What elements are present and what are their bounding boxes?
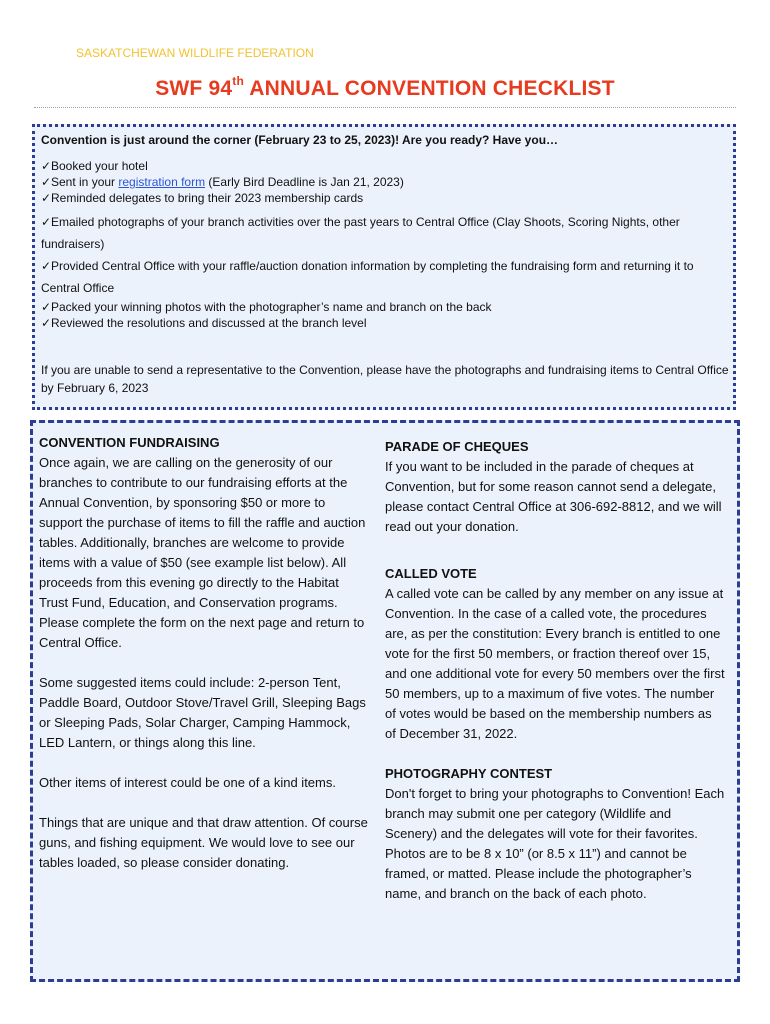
info-column xyxy=(385,437,725,904)
registration-form-link[interactable]: registration form xyxy=(118,175,206,189)
unique-items-paragraph: Things that are unique and that draw attention. Of course guns, and fishing equipment. We would love to see our tables loaded, so please consider donating. xyxy=(39,815,368,870)
checklist-item-text: Reviewed the resolutions and discussed at the branch level xyxy=(51,316,367,330)
check-icon: ✓ xyxy=(41,215,52,229)
called-vote-heading: CALLED VOTE xyxy=(385,566,477,581)
registration-deadline: (Early Bird Deadline is Jan 21, 2023) xyxy=(205,175,404,189)
check-icon: ✓ xyxy=(41,316,52,330)
checklist-item-text: Reminded delegates to bring their 2023 membership cards xyxy=(51,191,364,205)
checklist-item-text: Emailed photographs of your branch activities over the past years to Central Office (Clay Shoots, Scoring Nights, other fundraisers) xyxy=(41,215,680,251)
checklist-item xyxy=(41,299,733,315)
information-box xyxy=(30,420,740,982)
parade-paragraph: If you want to be included in the parade of cheques at Convention, but for some reason cannot send a delegate, please contact Central Office at 306-692-8812, and we will read out your donation. xyxy=(385,459,722,534)
title-superscript: th xyxy=(232,74,244,88)
checklist-item xyxy=(41,174,733,190)
checklist-item-text: Packed your winning photos with the photographer’s name and branch on the back xyxy=(51,300,492,314)
photography-paragraph: Don't forget to bring your photographs to Convention! Each branch may submit one per category (Wildlife and Scenery) and the delegates will vote for their favorites. Photos are to be 8 x 10” (or 8.5 x 11”) and cannot be framed, or matted. Please include the photographer’s name, and branch on the back of each photo. xyxy=(385,786,725,901)
parade-heading: PARADE OF CHEQUES xyxy=(385,439,529,454)
other-items-paragraph: Other items of interest could be one of a kind items. xyxy=(39,775,336,790)
organization-name: SASKATCHEWAN WILDLIFE FEDERATION xyxy=(76,46,314,60)
check-icon: ✓ xyxy=(41,259,52,273)
suggested-items-paragraph: Some suggested items could include: 2-person Tent, Paddle Board, Outdoor Stove/Travel Grill, Sleeping Bags or Sleeping Pads, Solar Charger, Camping Hammock, LED Lantern, or things along this line. xyxy=(39,675,366,750)
check-icon: ✓ xyxy=(41,175,52,189)
title-suffix: ANNUAL CONVENTION CHECKLIST xyxy=(244,77,615,100)
checklist-item xyxy=(41,158,733,174)
fundraising-heading: CONVENTION FUNDRAISING xyxy=(39,435,220,450)
checklist-note: If you are unable to send a representative to the Convention, please have the photographs and fundraising items to Central Office by February 6, 2023 xyxy=(41,363,729,395)
checklist-item xyxy=(41,211,733,255)
fundraising-column xyxy=(39,433,369,873)
checklist-box xyxy=(32,124,736,410)
title-prefix: SWF 94 xyxy=(155,77,233,100)
photography-heading: PHOTOGRAPHY CONTEST xyxy=(385,766,553,781)
check-icon: ✓ xyxy=(41,159,52,173)
title-divider xyxy=(34,107,736,108)
page-title xyxy=(0,76,770,101)
check-icon: ✓ xyxy=(41,300,52,314)
check-icon: ✓ xyxy=(41,191,52,205)
checklist-item-text: Provided Central Office with your raffle/auction donation information by completing the fundraising form and returning it to Central Office xyxy=(41,259,694,295)
checklist-item xyxy=(41,315,733,331)
fundraising-paragraph: Once again, we are calling on the generosity of our branches to contribute to our fundraising efforts at the Annual Convention, by sponsoring $50 or more to support the purchase of items to fill the raffle and auction tables. Additionally, branches are welcome to provide items with a value of $50 (see example list below). All proceeds from this evening go directly to the Habitat Trust Fund, Education, and Conservation programs. Please complete the form on the next page and return to Central Office. xyxy=(39,455,366,650)
checklist-item-text: Sent in your xyxy=(51,175,119,189)
checklist-item xyxy=(41,255,733,299)
called-vote-paragraph: A called vote can be called by any member on any issue at Convention. In the case of a called vote, the procedures are, as per the constitution: Every branch is entitled to one vote for the first 50 members, or fraction thereof over 15, and one additional vote for every 50 members over the first 50 members, up to a maximum of five votes. The number of votes would be based on the membership numbers as of December 31, 2022. xyxy=(385,586,725,741)
checklist-intro: Convention is just around the corner (February 23 to 25, 2023)! Are you ready? Have you… xyxy=(41,133,559,147)
checklist-item xyxy=(41,190,733,206)
checklist-item-text: Booked your hotel xyxy=(51,159,148,173)
